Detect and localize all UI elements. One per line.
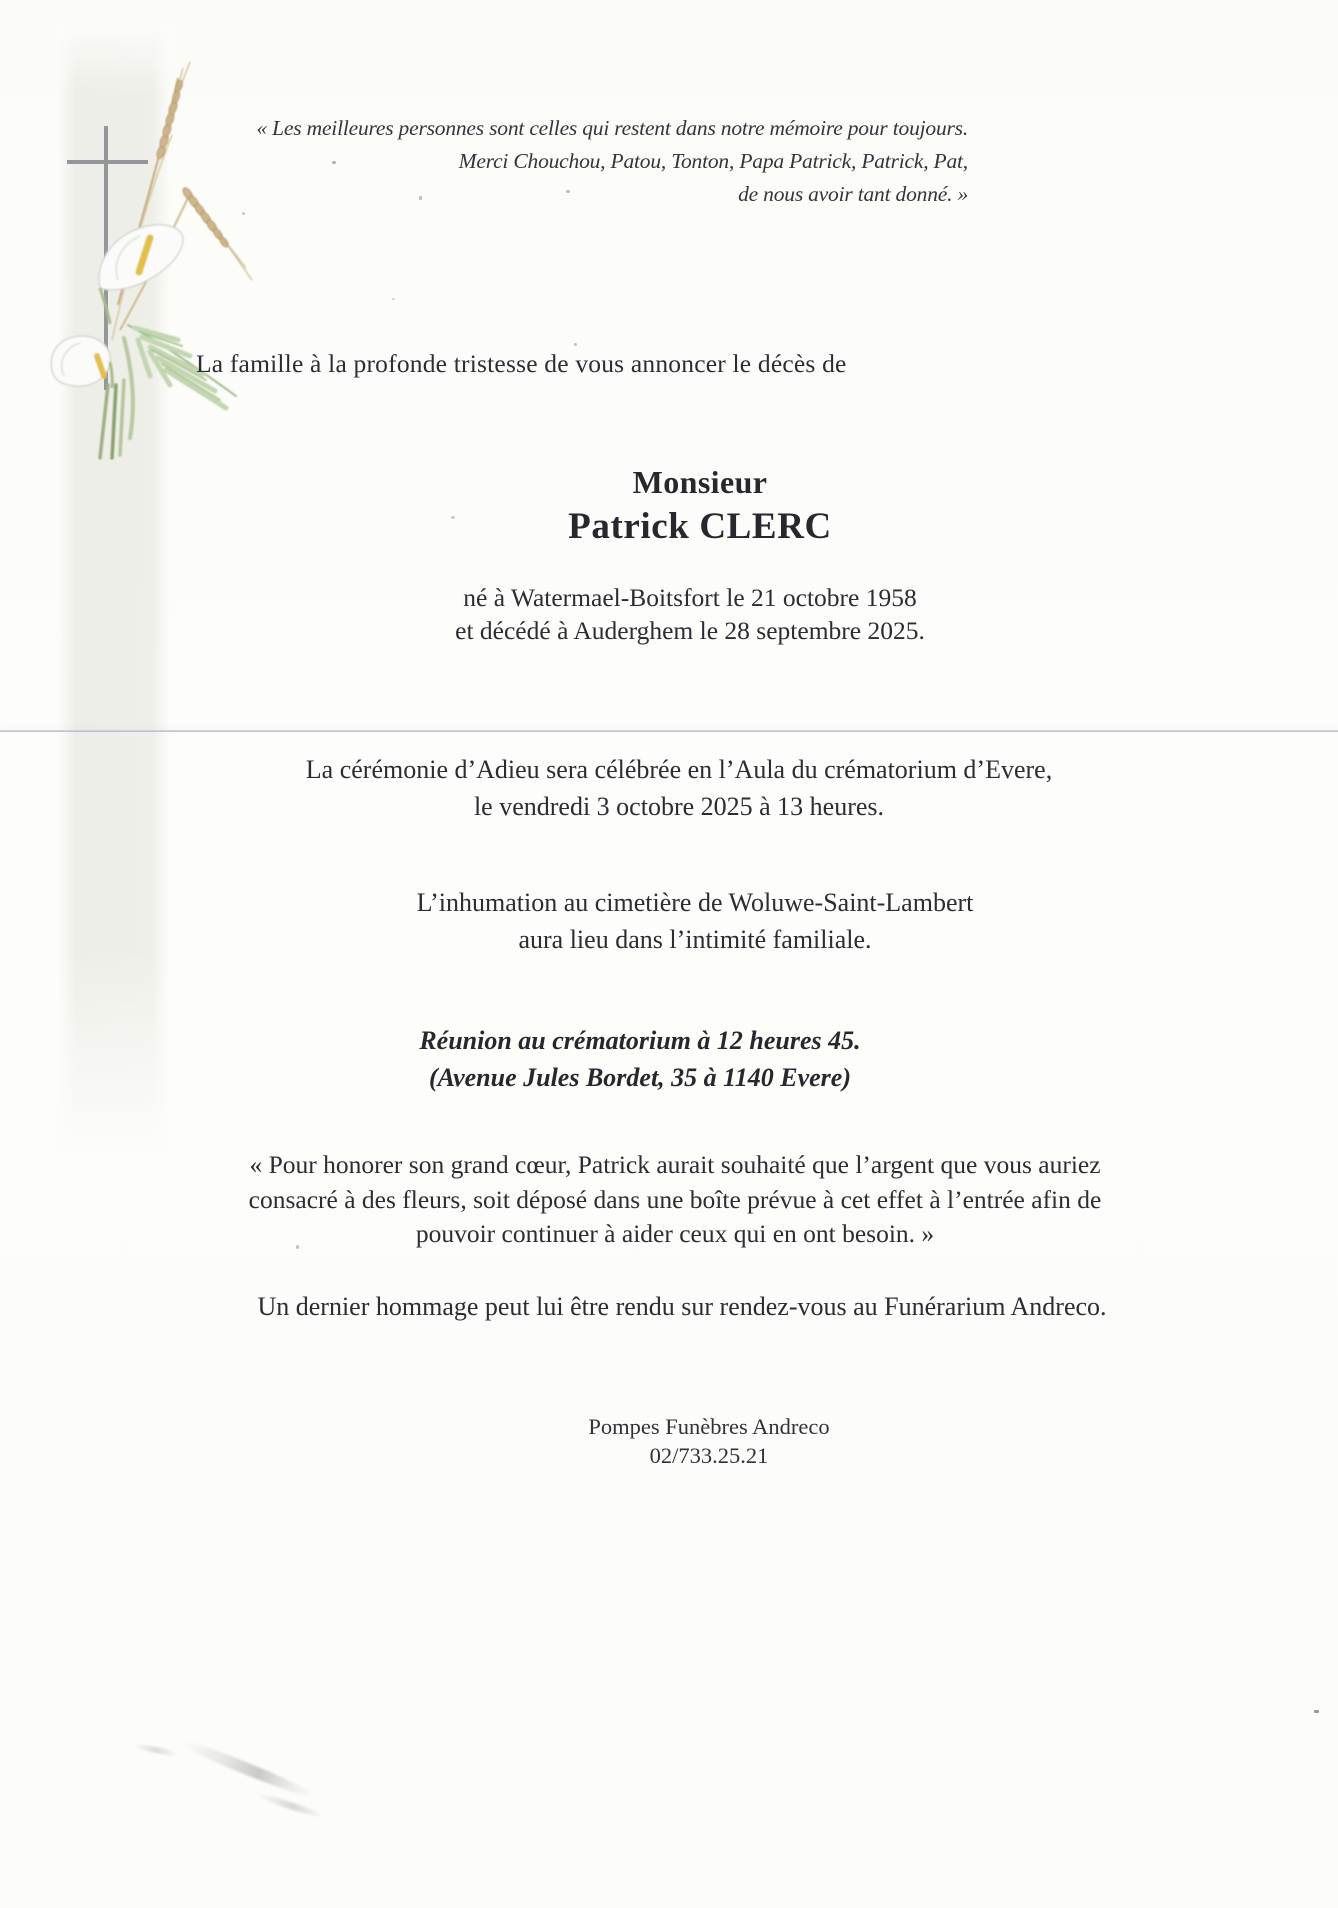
- donation-request: [175, 1148, 1175, 1252]
- scan-speck: [392, 298, 395, 300]
- scan-speck: [566, 190, 570, 193]
- burial-details: [195, 884, 1195, 958]
- pencil-smudge: [173, 1734, 317, 1801]
- memorial-quote-line: Merci Chouchou, Patou, Tonton, Papa Patrick, Patrick, Pat,: [458, 149, 968, 173]
- deceased-name: Patrick CLERC: [568, 506, 832, 547]
- funeral-home-name: Pompes Funèbres Andreco: [588, 1414, 830, 1439]
- stem-icon: [100, 380, 124, 458]
- funeral-home-footer: [209, 1412, 1209, 1470]
- birth-line: né à Watermael-Boitsfort le 21 octobre 1958: [463, 583, 917, 612]
- memorial-quote-line: « Les meilleures personnes sont celles qui restent dans notre mémoire pour toujours.: [256, 116, 968, 140]
- meeting-details: [140, 1022, 1140, 1096]
- memorial-quote-line: de nous avoir tant donné. »: [738, 182, 968, 206]
- scan-speck: [451, 516, 455, 519]
- ceremony-line: le vendredi 3 octobre 2025 à 13 heures.: [473, 792, 885, 821]
- ceremony-line: La cérémonie d’Adieu sera célébrée en l’Aula du crématorium d’Evere,: [305, 755, 1053, 784]
- cross-calla-lilies-wheat-illustration: [0, 40, 260, 460]
- leaf-icon: [124, 325, 236, 438]
- scan-speck: [242, 212, 245, 215]
- donation-line: « Pour honorer son grand cœur, Patrick aurait souhaité que l’argent que vous auriez: [249, 1150, 1101, 1179]
- birth-death-dates: [190, 581, 1190, 647]
- burial-line: L’inhumation au cimetière de Woluwe-Saint-Lambert: [416, 888, 974, 917]
- tribute-text: Un dernier hommage peut lui être rendu sur rendez-vous au Funérarium Andreco.: [257, 1292, 1107, 1321]
- scan-speck: [1314, 1710, 1319, 1713]
- meeting-line: Réunion au crématorium à 12 heures 45.: [419, 1026, 861, 1055]
- meeting-line: (Avenue Jules Bordet, 35 à 1140 Evere): [429, 1063, 851, 1092]
- funeral-home-phone: 02/733.25.21: [649, 1443, 769, 1468]
- scan-speck: [419, 196, 422, 200]
- scan-speck: [332, 161, 336, 164]
- fold-crease: [0, 730, 1338, 732]
- scan-speck: [574, 343, 577, 346]
- ceremony-details: [179, 751, 1179, 825]
- scan-speck: [296, 1245, 299, 1249]
- death-announcement-text: La famille à la profonde tristesse de vous annoncer le décès de: [196, 349, 847, 378]
- pencil-smudge: [133, 1742, 179, 1757]
- death-line: et décédé à Auderghem le 28 septembre 2025.: [455, 616, 925, 645]
- burial-line: aura lieu dans l’intimité familiale.: [518, 925, 872, 954]
- memorial-quote: [48, 112, 968, 211]
- deceased-title: Monsieur: [632, 464, 768, 500]
- donation-line: pouvoir continuer à aider ceux qui en ont besoin. »: [415, 1219, 935, 1248]
- donation-line: consacré à des fleurs, soit déposé dans une boîte prévue à cet effet à l’entrée afin de: [248, 1184, 1102, 1214]
